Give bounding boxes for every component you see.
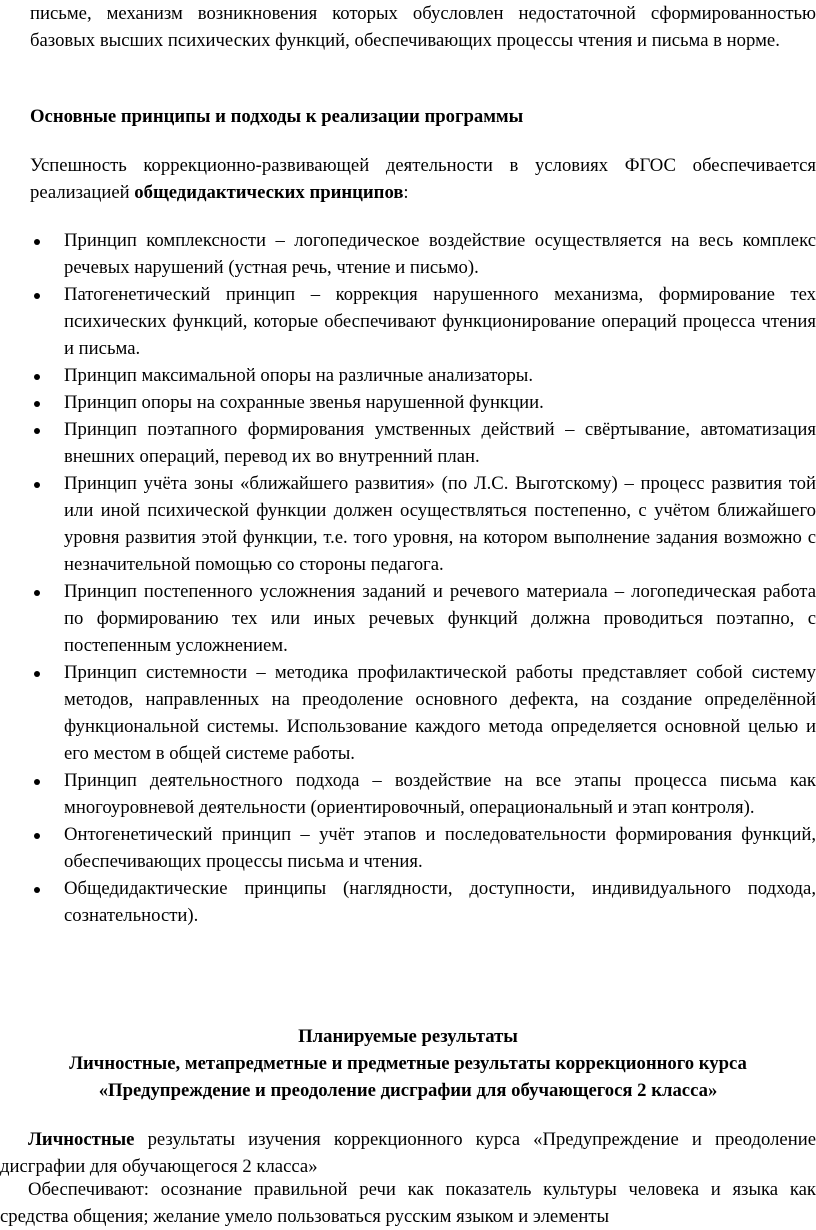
list-item: Принцип постепенного усложнения заданий и речевого материала – логопедическая работа по формированию тех или иных речевых функций должна проводиться поэтапно, с постепенным усложнением. xyxy=(30,578,816,659)
personal-results-paragraph xyxy=(0,1126,816,1180)
list-item: Принцип системности – методика профилактической работы представляет собой систему методов, направленных на преодоление основного дефекта, на создание определённой функциональной системы. Использование каждого метода определяется основной целью и его местом в общей системе работы. xyxy=(30,659,816,767)
section-heading: Основные принципы и подходы к реализации программы xyxy=(30,106,524,127)
results-title: Планируемые результаты xyxy=(298,1026,518,1047)
list-item: Принцип комплексности – логопедическое воздействие осуществляется на весь комплекс речевых нарушений (устная речь, чтение и письмо). xyxy=(30,227,816,281)
provide-paragraph xyxy=(0,1176,816,1230)
results-subtitle-line2: «Предупреждение и преодоление дисграфии для обучающегося 2 класса» xyxy=(98,1080,718,1101)
lead-colon: : xyxy=(403,182,409,203)
intro-paragraph: письме, механизм возникновения которых обусловлен недостаточной сформированностью базовых высших психических функций, обеспечивающих процессы чтения и письма в норме. xyxy=(30,3,816,51)
provide-text: Обеспечивают: осознание правильной речи как показатель культуры человека и языка как средства общения; желание умело пользоваться русским языком и элементы xyxy=(0,1179,816,1227)
list-item: Принцип поэтапного формирования умственных действий – свёртывание, автоматизация внешних операций, перевод их во внутренний план. xyxy=(30,416,816,470)
list-item: Принцип деятельностного подхода – воздействие на все этапы процесса письма как многоуровневой деятельности (ориентировочный, операциональный и этап контроля). xyxy=(30,767,816,821)
list-item: Общедидактические принципы (наглядности, доступности, индивидуального подхода, сознательности). xyxy=(30,875,816,929)
list-item: Принцип учёта зоны «ближайшего развития» (по Л.С. Выготскому) – процесс развития той или иной психической функции должен осуществляться постепенно, с учётом ближайшего уровня развития этой функции, т.е. того уровня, на котором выполнение задания возможно с незначительной помощью со стороны педагога. xyxy=(30,470,816,578)
list-item: Принцип опоры на сохранные звенья нарушенной функции. xyxy=(30,389,816,416)
lead-paragraph xyxy=(30,152,816,206)
personal-bold-term: Личностные xyxy=(28,1129,135,1150)
list-item: Патогенетический принцип – коррекция нарушенного механизма, формирование тех психических функций, которые обеспечивают функционирование операций процесса чтения и письма. xyxy=(30,281,816,362)
principles-list xyxy=(30,227,816,929)
personal-text: результаты изучения коррекционного курса «Предупреждение и преодоление дисграфии для обучающегося 2 класса» xyxy=(0,1129,816,1177)
lead-text: Успешность коррекционно-развивающей деятельности в условиях ФГОС обеспечивается реализацией xyxy=(30,155,816,203)
list-item: Принцип максимальной опоры на различные анализаторы. xyxy=(30,362,816,389)
results-subtitle-line1: Личностные, метапредметные и предметные результаты коррекционного курса xyxy=(69,1053,747,1074)
lead-bold-term: общедидактических принципов xyxy=(134,182,404,203)
list-item: Онтогенетический принцип – учёт этапов и последовательности формирования функций, обеспечивающих процессы письма и чтения. xyxy=(30,821,816,875)
